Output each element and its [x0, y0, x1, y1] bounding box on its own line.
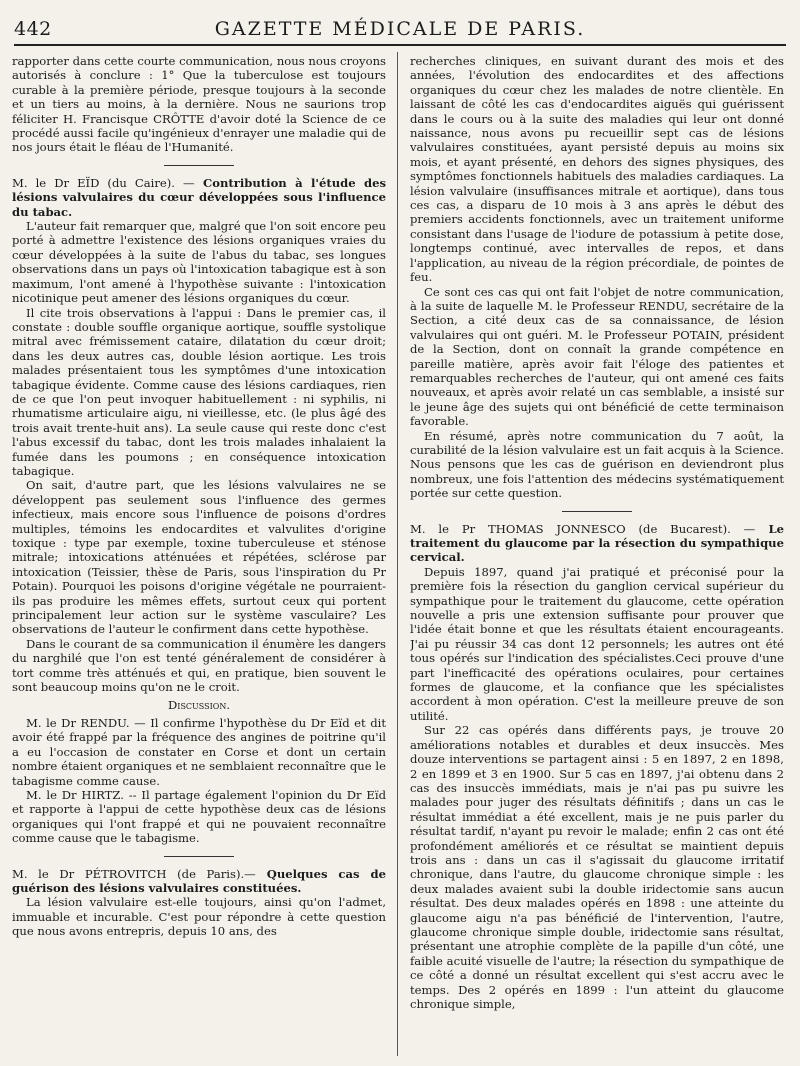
right-column	[410, 54, 784, 1054]
discussant-name: M. le Dr HIRTZ.	[26, 787, 124, 802]
paragraph: Il cite trois observations à l'appui : Dans le premier cas, il constate : double souffle organique aortique, souffle systolique mitral avec frémissement cataire, dilatation du cœur droit; dans les deux autres cas, double lésion aortique. Les trois malades présentaient tous les symptômes d'une intoxication tabagique évidente. Comme cause des lésions cardiaques, rien de ce que l'on peut invoquer habituellement : ni syphilis, ni rhumatisme articulaire aigu, ni vieillesse, etc. (le plus âgé des trois avait trente-huit ans). La seule cause qui reste donc c'est l'abus excessif du tabac, dont les trois malades inhalaient la fumée dans les poumons ; en conséquence intoxication tabagique.	[12, 305, 386, 478]
section-author: M. le Dr PÉTROVITCH (de Paris).—	[12, 866, 256, 881]
separator-rule	[164, 856, 234, 857]
separator-rule	[164, 165, 234, 166]
section-heading	[410, 522, 784, 565]
paragraph: rapporter dans cette courte communication, nous nous croyons autorisés à conclure : 1° Que la tuberculose est toujours curable à la première période, presque toujours à la seconde et un tiers au moins, à la dernière. Nous ne saurions trop féliciter H. Francisque CRÔTTE d'avoir doté la Science de ce procédé aussi facile qu'ingénieux d'enrayer une maladie qui de nos jours était le fléau de l'Humanité.	[12, 54, 386, 155]
discussion-text: -- Il partage également l'opinion du Dr Eïd et rapporte à l'appui de cette hypothèse deux cas de lésions organiques qui l'ont frappé et qui ne pouvaient reconnaître comme cause que le tabagisme.	[12, 787, 386, 846]
column-divider	[397, 52, 398, 1056]
discussion-heading: Discussion.	[167, 698, 231, 713]
discussion-entry	[12, 788, 386, 846]
section-author: M. le Pr THOMAS JONNESCO (de Bucarest). —	[410, 521, 756, 536]
paragraph: Ce sont ces cas qui ont fait l'objet de notre communication, à la suite de laquelle M. le Professeur RENDU, secrétaire de la Section, a cité deux cas de sa connaissance, de lésion valvulaires qui ont guéri. M. le Professeur POTAIN, président de la Section, dont on connaît la grande compétence en pareille matière, après avoir fait l'éloge des patientes et remarquables recherches de l'auteur, qui ont amené ces faits nouveaux, et après avoir relaté un cas semblable, a insisté sur le jeune âge des sujets qui ont bénéficié de cette terminaison favorable.	[410, 284, 784, 429]
section-heading	[12, 867, 386, 896]
separator-rule	[562, 511, 632, 512]
journal-title: GAZETTE MÉDICALE DE PARIS.	[214, 18, 586, 40]
section-heading	[12, 176, 386, 219]
paragraph: Sur 22 cas opérés dans différents pays, je trouve 20 améliorations notables et durables et deux insuccès. Mes douze interventions se partagent ainsi : 5 en 1897, 2 en 1898, 2 en 1899 et 3 en 1900. Sur 5 cas en 1897, j'ai obtenu dans 2 cas des insuccès immédiats, mais je n'ai pas pu suivre les malades pour juger des résultats définitifs ; dans un cas le résultat immédiat a été excellent, mais je ne puis parler du résultat tardif, n'ayant pu revoir le malade; enfin 2 cas ont été profondément améliorés et ce résultat se maintient depuis trois ans : dans un cas il s'agissait du glaucome irritatif chronique, dans l'autre, du glaucome chronique simple : les deux malades avaient subi la double iridectomie sans aucun résultat. Des deux malades opérés en 1898 : une atteinte du glaucome aigu n'a pas bénéficié de l'intervention, l'autre, glaucome chronique simple double, iridectomie sans résultat, présentant une atrophie complète de la papille d'un côté, une faible acuité visuelle de l'autre; la résection du sympathique de ce côté a donné un résultat excellent qui s'est accru avec le temps. Des 2 opérés en 1899 : l'un atteint du glaucome chronique simple,	[410, 723, 784, 1011]
page-header	[14, 18, 786, 46]
left-column	[12, 54, 386, 1054]
section-title: Quelques cas de guérison des lésions valvulaires constituées.	[12, 866, 386, 895]
paragraph: Dans le courant de sa communication il énumère les dangers du narghilé que l'on est tenté généralement de considérer à tort comme très atténués et qui, en pratique, bien souvent le sont beaucoup moins qu'on ne le croit.	[12, 636, 386, 695]
section-title: Le traitement du glaucome par la résection du sympathique cervical.	[410, 521, 784, 565]
paragraph: Depuis 1897, quand j'ai pratiqué et préconisé pour la première fois la résection du ganglion cervical supérieur du sympathique pour le traitement du glaucome, cette opération nouvelle a pris une extension suffisante pour prouver que l'idée était bonne et que les résultats étaient encourageants. J'ai pu réussir 34 cas dont 12 personnels; les autres ont été tous opérés sur l'indication des spécialistes.Ceci prouve d'une part l'inefficacité des opérations oculaires, pour certaines formes de glaucome, et la confiance que les spécialistes accordent à mon opération. C'est la meilleure preuve de son utilité.	[410, 564, 784, 723]
discussion-text: — Il confirme l'hypothèse du Dr Eïd et dit avoir été frappé par la fréquence des angines de poitrine qu'il a eu l'occasion de constater en Corse et dont un certain nombre étaient organiques et ne semblaient reconnaître que le tabagisme comme cause.	[12, 715, 386, 788]
discussant-name: M. le Dr RENDU.	[26, 715, 130, 730]
section-title: Contribution à l'étude des lésions valvulaires du cœur développées sous l'influence du tabac.	[12, 175, 386, 219]
paragraph: recherches cliniques, en suivant durant des mois et des années, l'évolution des endocardites et des affections organiques du cœur chez les malades de notre clientèle. En laissant de côté les cas d'endocardites aiguës qui guérissent dans le cours ou à la suite des maladies qui leur ont donné naissance, nous avons pu recueillir sept cas de lésions valvulaires constituées, ayant persisté depuis au moins six mois, et ayant présenté, en dehors des signes physiques, des symptômes fonctionnels habituels des maladies cardiaques. La lésion valvulaire (insuffisances mitrale et aortique), dans tous ces cas, a disparu de 10 mois à 3 ans après le début des premiers accidents fonctionnels, avec un traitement uniforme consistant dans l'usage de l'iodure de potassium à petite dose, longtemps continué, avec intervalles de repos, et dans l'application, au niveau de la région précordiale, de pointes de feu.	[410, 54, 784, 285]
discussion-entry	[12, 716, 386, 788]
paragraph: En résumé, après notre communication du 7 août, la curabilité de la lésion valvulaire est un fait acquis à la Science. Nous pensons que les cas de guérison en deviendront plus nombreux, une fois l'attention des médecins systématiquement portée sur cette question.	[410, 428, 784, 501]
section-author: M. le Dr EÏD (du Caire). —	[12, 175, 195, 190]
paragraph: La lésion valvulaire est-elle toujours, ainsi qu'on l'admet, immuable et incurable. C'est pour répondre à cette question que nous avons entrepris, depuis 10 ans, des	[12, 895, 386, 939]
page-number: 442	[14, 18, 52, 40]
paragraph: L'auteur fait remarquer que, malgré que l'on soit encore peu porté à admettre l'existence des lésions organiques vraies du cœur développées à la suite de l'abus du tabac, ses longues observations dans un pays où l'intoxication tabagique est à son maximum, l'ont amené à l'hypothèse suivante : l'intoxication nicotinique peut amener des lésions organiques du cœur.	[12, 219, 386, 306]
paragraph: On sait, d'autre part, que les lésions valvulaires ne se développent pas seulement sous l'influence des germes infectieux, mais encore sous l'influence de poisons d'ordres multiples, témoins les endocardites et valvulites d'origine toxique : type par exemple, toxine tuberculeuse et sténose mitrale; intoxications atténuées et répétées, sclérose par intoxication (Teissier, thèse de Paris, sous l'inspiration du Pr Potain). Pourquoi les poisons d'origine végétale ne pourraient-ils pas produire les mêmes effets, surtout ceux qui portent principalement leur action sur le système vasculaire? Les observations de l'auteur le confirment dans cette hypothèse.	[12, 478, 386, 637]
